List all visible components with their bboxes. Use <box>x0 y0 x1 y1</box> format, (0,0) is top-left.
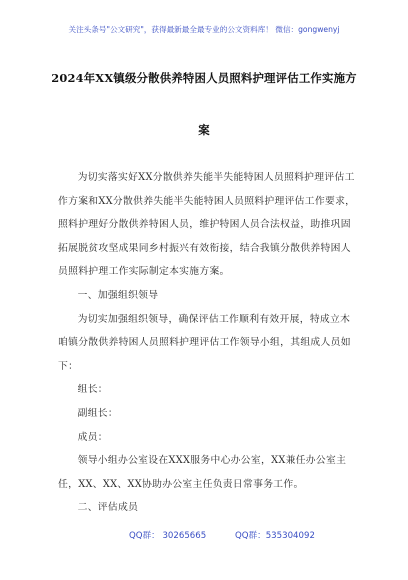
section-heading-1: 一、加强组织领导 <box>77 289 159 301</box>
document-title-line1: 2024年XX镇级分散供养特困人员照料护理评估工作实施方 <box>51 71 357 85</box>
members-line: 成员： <box>77 431 108 443</box>
document-title-line2: 案 <box>198 123 210 137</box>
paragraph-office: 领导小组办公室设在XXX服务中心办公室，XX兼任办公室主任，XX、XX、XX协助办公室主任负责日常事务工作。 <box>58 455 347 490</box>
leader-line: 组长： <box>77 384 108 396</box>
paragraph-leadership: 为切实加强组织领导，确保评估工作顺利有效开展，特成立木咱镇分散供养特困人员照料护理评估工作领导小组，其组成人员如下： <box>58 313 351 372</box>
section-heading-2: 二、评估成员 <box>77 502 139 514</box>
deputy-leader-line: 副组长： <box>77 407 118 419</box>
header-banner: 关注头条号"公文研究"，获得最新最全最专业的公文资料库！ 微信：gongwenyj <box>68 25 340 34</box>
paragraph-intro: 为切实落实好XX分散供养失能半失能特困人员照料护理评估工作方案和XX分散供养失能半失能特困人员照料护理评估工作要求，照料护理好分散供养特困人员，维护特困人员合法权益，助推巩固拓展脱贫攻坚成果同乡村振兴有效衔接，结合我镇分散供养特困人员照料护理工作实际制定本实施方案。 <box>58 172 356 278</box>
document-body <box>58 166 358 520</box>
footer-qq-group-2: QQ群：535304092 <box>235 531 315 541</box>
footer-qq-group-1: QQ群： 30265665 <box>129 531 207 541</box>
